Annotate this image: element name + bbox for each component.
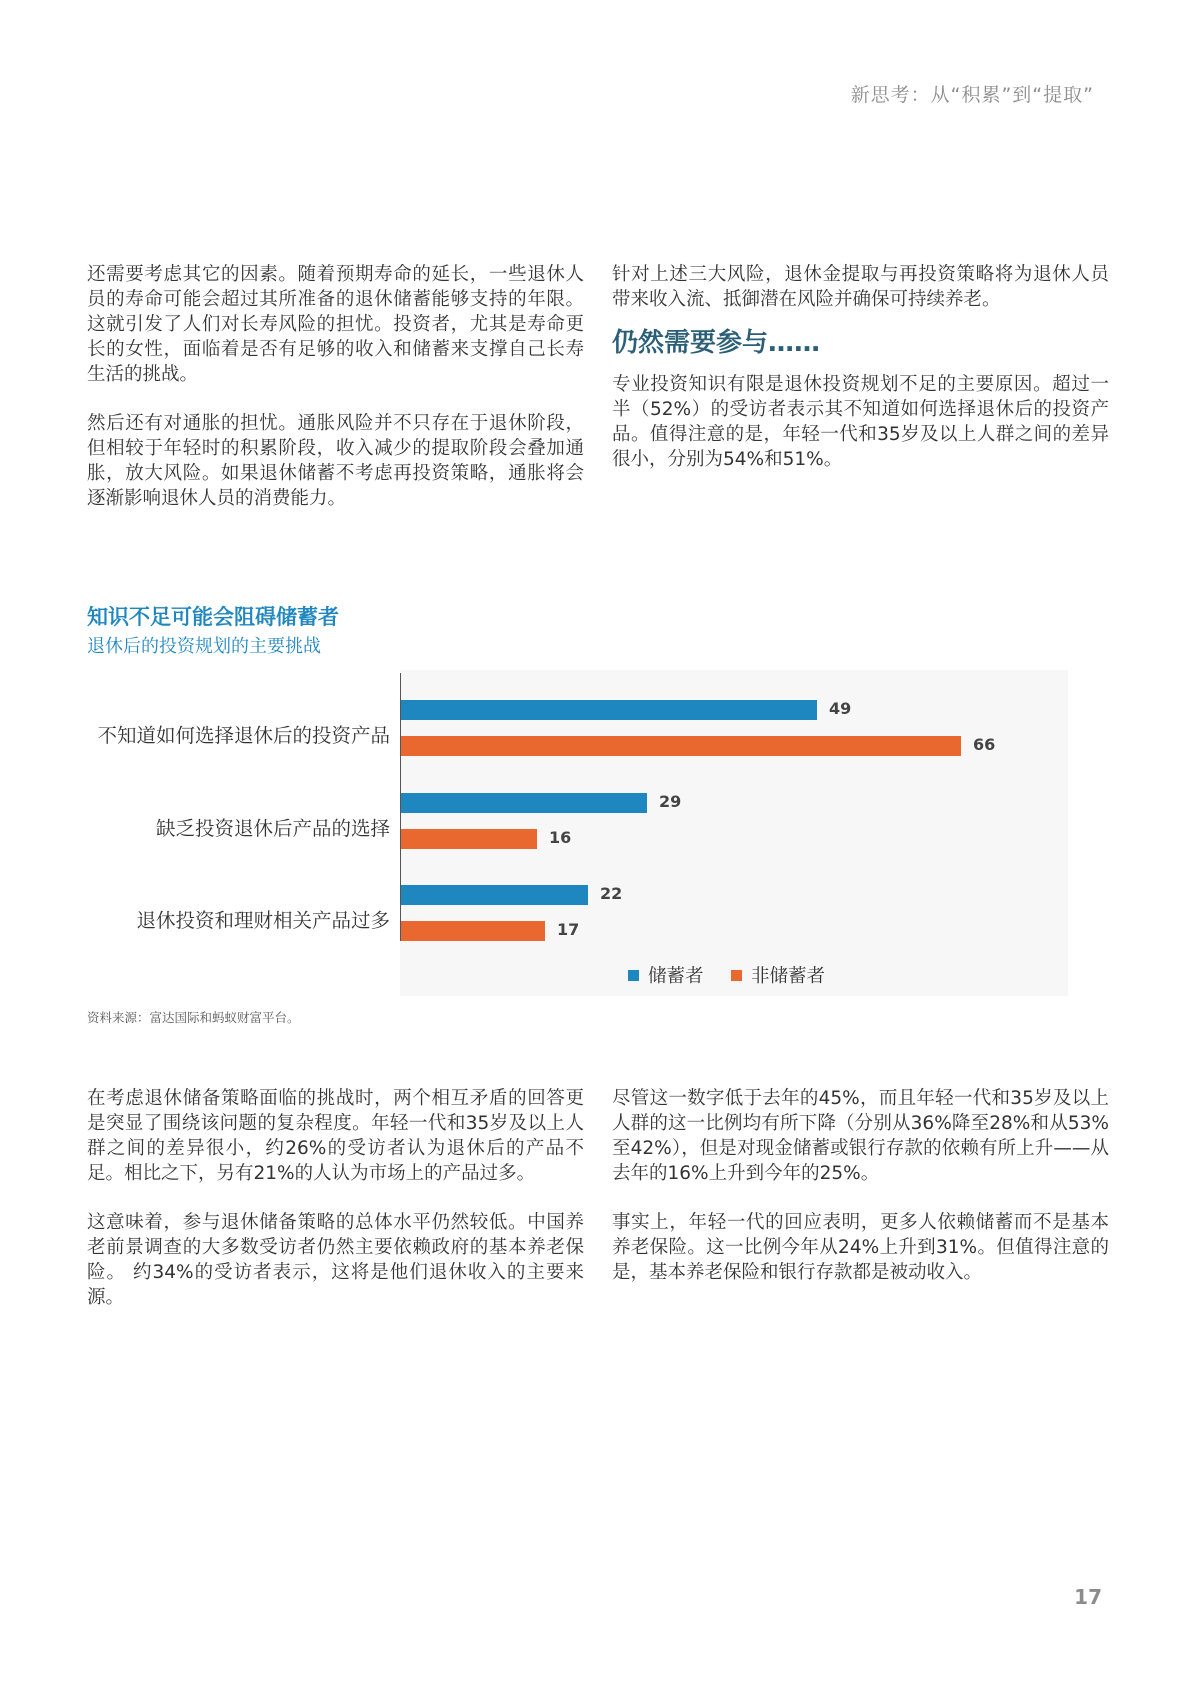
legend-swatch-savers <box>628 970 639 981</box>
category-label: 缺乏投资退休后产品的选择 <box>155 817 390 840</box>
legend-label-non-savers: 非储蓄者 <box>751 966 826 987</box>
paragraph-participation: 这意味着，参与退休储备策略的总体水平仍然较低。中国养老前景调查的大多数受访者仍然主要依赖政府的基本养老保险。 约34%的受访者表示，这将是他们退休收入的主要来源。 <box>87 1212 584 1308</box>
paragraph-knowledge: 专业投资知识有限是退休投资规划不足的主要原因。超过一半（52%）的受访者表示其不知道如何选择退休后的投资产品。值得注意的是，年轻一代和35岁及以上人群之间的差异很小，分别为54%和51%。 <box>612 374 1109 470</box>
paragraph-reliance: 事实上，年轻一代的回应表明，更多人依赖储蓄而不是基本养老保险。这一比例今年从24%上升到31%。但值得注意的是，基本养老保险和银行存款都是被动收入。 <box>612 1212 1109 1283</box>
bar-non-savers <box>401 736 961 756</box>
paragraph-inflation: 然后还有对通胀的担忧。通胀风险并不只存在于退休阶段，但相较于年轻时的积累阶段，收入减少的提取阶段会叠加通胀，放大风险。如果退休储蓄不考虑再投资策略，通胀将会逐渐影响退休人员的消费能力。 <box>87 413 584 509</box>
page-number: 17 <box>1074 1585 1102 1609</box>
category-label: 不知道如何选择退休后的投资产品 <box>97 724 390 747</box>
bar-savers <box>401 793 647 813</box>
legend-item-non-savers <box>731 962 825 988</box>
paragraph-decline: 尽管这一数字低于去年的45%，而且年轻一代和35岁及以上人群的这一比例均有所下降（分别从36%降至28%和从53%至42%），但是对现金储蓄或银行存款的依赖有所上升——从去年的16%上升到今年的25%。 <box>612 1088 1109 1184</box>
chart-source: 资料来源：富达国际和蚂蚁财富平台。 <box>87 1010 300 1025</box>
bar-non-savers <box>401 829 537 849</box>
bar-value-label: 66 <box>973 735 996 754</box>
bar-savers <box>401 700 817 720</box>
running-header: 新思考：从“积累”到“提取” <box>850 84 1094 106</box>
bar-value-label: 16 <box>549 828 572 847</box>
bar-value-label: 49 <box>829 699 852 718</box>
left-column-bottom <box>87 1086 584 1334</box>
bar-value-label: 17 <box>557 920 580 939</box>
bar-value-label: 29 <box>659 792 682 811</box>
chart-title: 知识不足可能会阻碍储蓄者 <box>87 605 339 629</box>
chart-subtitle: 退休后的投资规划的主要挑战 <box>87 636 321 657</box>
section-subhead: 仍然需要参与…… <box>612 328 821 358</box>
right-column-top <box>612 262 1109 496</box>
legend-swatch-non-savers <box>731 970 742 981</box>
paragraph-challenges: 在考虑退休储备策略面临的挑战时，两个相互矛盾的回答更是突显了围绕该问题的复杂程度。年轻一代和35岁及以上人群之间的差异很小，约26%的受访者认为退休后的产品不足。相比之下，另有21%的人认为市场上的产品过多。 <box>87 1088 584 1184</box>
legend-label-savers: 储蓄者 <box>648 966 704 987</box>
left-column-top <box>87 262 584 535</box>
right-column-bottom <box>612 1086 1109 1309</box>
paragraph-strategy: 针对上述三大风险，退休金提取与再投资策略将为退休人员带来收入流、抵御潜在风险并确保可持续养老。 <box>612 264 1109 310</box>
bar-savers <box>401 885 588 905</box>
paragraph-longevity: 还需要考虑其它的因素。随着预期寿命的延长，一些退休人员的寿命可能会超过其所准备的退休储蓄能够支持的年限。这就引发了人们对长寿风险的担忧。投资者，尤其是寿命更长的女性，面临着是否有足够的收入和储蓄来支撑自己长寿生活的挑战。 <box>87 264 584 385</box>
category-label: 退休投资和理财相关产品过多 <box>136 909 390 932</box>
legend-item-savers <box>628 962 704 988</box>
bar-non-savers <box>401 921 545 941</box>
bar-value-label: 22 <box>600 884 623 903</box>
